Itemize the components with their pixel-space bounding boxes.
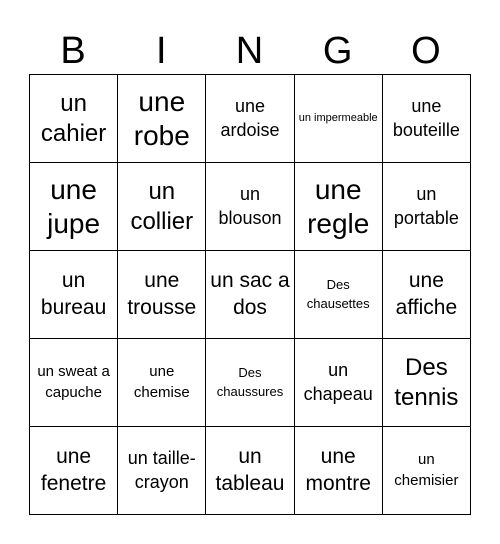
- cell-text: Des chausettes: [306, 276, 370, 311]
- cell-text: un taille-crayon: [127, 447, 196, 492]
- cell-text: une montre: [305, 445, 371, 495]
- bingo-cell-r5-c1[interactable]: [30, 427, 118, 515]
- bingo-cell-r4-c1[interactable]: [30, 339, 118, 427]
- bingo-header: [29, 28, 470, 74]
- bingo-cell-r5-c4[interactable]: [295, 427, 383, 515]
- bingo-cell-r2-c4[interactable]: [295, 163, 383, 251]
- cell-text: un impermeable: [298, 112, 378, 125]
- cell-text: une trousse: [127, 269, 197, 319]
- header-letter-b: B: [60, 30, 86, 72]
- bingo-cell-r3-c1[interactable]: [30, 251, 118, 339]
- bingo-cell-r3-c3[interactable]: [206, 251, 294, 339]
- bingo-cell-r5-c5[interactable]: [383, 427, 471, 515]
- bingo-cell-r4-c3[interactable]: [206, 339, 294, 427]
- cell-text: une affiche: [395, 269, 458, 319]
- bingo-cell-r3-c4[interactable]: [295, 251, 383, 339]
- cell-text: Des tennis: [394, 354, 459, 411]
- header-letter-o: O: [411, 30, 441, 72]
- bingo-cell-r4-c2[interactable]: [118, 339, 206, 427]
- cell-text: un sac a dos: [210, 269, 290, 319]
- cell-text: un bureau: [40, 269, 107, 319]
- bingo-cell-r2-c3[interactable]: [206, 163, 294, 251]
- cell-text: Des chaussures: [216, 364, 284, 399]
- cell-text: un portable: [393, 183, 459, 228]
- bingo-cell-r4-c4[interactable]: [295, 339, 383, 427]
- bingo-cell-r1-c2[interactable]: [118, 75, 206, 163]
- cell-text: une jupe: [47, 173, 101, 239]
- bingo-cell-r1-c1[interactable]: [30, 75, 118, 163]
- header-letter-n: N: [235, 30, 264, 72]
- bingo-cell-r4-c5[interactable]: [383, 339, 471, 427]
- bingo-grid: [29, 74, 471, 515]
- cell-text: une fenetre: [40, 445, 107, 495]
- cell-text: un chapeau: [303, 359, 373, 404]
- bingo-cell-r2-c1[interactable]: [30, 163, 118, 251]
- cell-text: une ardoise: [220, 95, 280, 140]
- bingo-cell-r3-c2[interactable]: [118, 251, 206, 339]
- bingo-cell-r1-c3[interactable]: [206, 75, 294, 163]
- header-letter-g: G: [322, 30, 353, 72]
- cell-text: un cahier: [40, 90, 107, 147]
- cell-text: une bouteille: [392, 95, 460, 140]
- bingo-cell-r2-c2[interactable]: [118, 163, 206, 251]
- bingo-cell-r5-c3[interactable]: [206, 427, 294, 515]
- bingo-cell-r1-c4[interactable]: [295, 75, 383, 163]
- cell-text: un chemisier: [394, 450, 459, 489]
- cell-text: un collier: [130, 178, 194, 235]
- cell-text: une regle: [307, 173, 370, 239]
- bingo-cell-r2-c5[interactable]: [383, 163, 471, 251]
- cell-text: une robe: [133, 85, 190, 151]
- bingo-cell-r3-c5[interactable]: [383, 251, 471, 339]
- bingo-cell-r5-c2[interactable]: [118, 427, 206, 515]
- cell-text: un tableau: [215, 445, 285, 495]
- cell-text: un sweat a capuche: [37, 362, 110, 401]
- bingo-cell-r1-c5[interactable]: [383, 75, 471, 163]
- header-letter-i: I: [156, 30, 167, 72]
- cell-text: un blouson: [218, 183, 282, 228]
- cell-text: une chemise: [133, 362, 190, 401]
